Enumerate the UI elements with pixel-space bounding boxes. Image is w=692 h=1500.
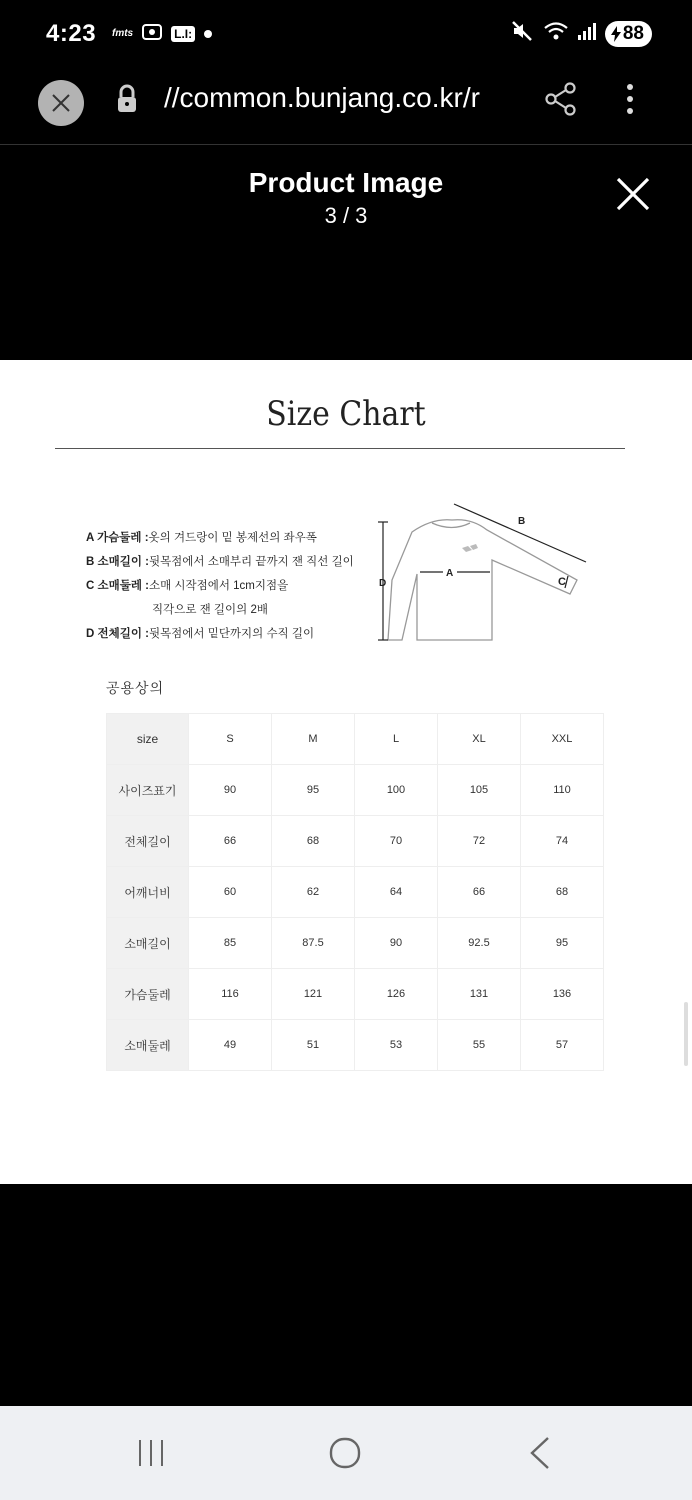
- legend-item: A 가슴둘레 :옷의 겨드랑이 밑 봉제선의 좌우폭: [86, 532, 317, 544]
- table-cell: 85: [189, 918, 272, 969]
- more-vertical-icon: [620, 82, 640, 118]
- table-cell: 소매길이: [107, 918, 189, 969]
- table-cell: 전체길이: [107, 816, 189, 867]
- battery-indicator: [605, 21, 652, 47]
- table-cell: 131: [438, 969, 521, 1020]
- table-cell: 121: [272, 969, 355, 1020]
- table-row: [107, 1020, 604, 1071]
- image-counter: 3 / 3: [324, 203, 368, 228]
- table-cell: 어깨너비: [107, 867, 189, 918]
- table-cell: L: [355, 714, 438, 765]
- table-cell: 68: [272, 816, 355, 867]
- status-bar: [0, 0, 692, 68]
- table-cell: 95: [521, 918, 604, 969]
- table-cell: M: [272, 714, 355, 765]
- table-row: [107, 969, 604, 1020]
- table-cell: XL: [438, 714, 521, 765]
- garment-diagram: [362, 490, 602, 650]
- fmts-icon: fmts: [112, 28, 134, 39]
- table-cell: 100: [355, 765, 438, 816]
- table-cell: 55: [438, 1020, 521, 1071]
- diagram-label-a: A: [446, 568, 454, 579]
- status-time: 4:23: [46, 20, 97, 47]
- wifi-icon: [543, 20, 569, 47]
- dot-icon: [203, 26, 213, 42]
- table-cell: 가슴둘레: [107, 969, 189, 1020]
- table-cell: 92.5: [438, 918, 521, 969]
- table-cell: 90: [189, 765, 272, 816]
- battery-level: 88: [622, 22, 644, 44]
- viewer-title: Product Image: [248, 167, 444, 198]
- url-text[interactable]: //common.bunjang.co.kr/r: [164, 82, 480, 113]
- table-cell: XXL: [521, 714, 604, 765]
- table-cell: 51: [272, 1020, 355, 1071]
- back-chevron-icon: [528, 1436, 554, 1470]
- diagram-label-c: C: [558, 576, 566, 588]
- close-icon: [50, 92, 72, 114]
- table-cell: 64: [355, 867, 438, 918]
- recent-apps-button[interactable]: [136, 1436, 168, 1475]
- recent-apps-icon: [136, 1436, 168, 1470]
- table-header-row: [107, 714, 604, 765]
- more-options-button[interactable]: [620, 82, 640, 123]
- table-cell: 68: [521, 867, 604, 918]
- table-cell: 사이즈표기: [107, 765, 189, 816]
- lock-icon[interactable]: [116, 84, 138, 119]
- table-cell: 70: [355, 816, 438, 867]
- share-icon: [544, 82, 578, 116]
- screenshot-icon: [141, 22, 163, 45]
- close-icon: [614, 175, 652, 213]
- system-nav-bar: [0, 1406, 692, 1500]
- table-cell: 74: [521, 816, 604, 867]
- table-cell: 53: [355, 1020, 438, 1071]
- table-cell: 105: [438, 765, 521, 816]
- table-cell: 66: [189, 816, 272, 867]
- viewer-close-button[interactable]: [614, 175, 652, 218]
- table-cell: 소매둘레: [107, 1020, 189, 1071]
- home-button[interactable]: [328, 1436, 364, 1475]
- product-image[interactable]: [0, 360, 692, 1184]
- size-chart-title: Size Chart: [266, 394, 426, 434]
- table-cell: 90: [355, 918, 438, 969]
- mute-icon: [511, 20, 535, 47]
- table-row: [107, 765, 604, 816]
- legend-item: D 전체길이 :뒷목점에서 밑단까지의 수직 길이: [86, 628, 315, 640]
- table-row: [107, 867, 604, 918]
- table-cell: S: [189, 714, 272, 765]
- table-cell: 49: [189, 1020, 272, 1071]
- diagram-label-d: D: [379, 578, 387, 589]
- measure-line-b: [454, 504, 586, 562]
- table-cell: 126: [355, 969, 438, 1020]
- back-button[interactable]: [528, 1436, 554, 1475]
- notification-icons: [112, 22, 213, 45]
- table-cell: 66: [438, 867, 521, 918]
- scrollbar[interactable]: [684, 1002, 688, 1066]
- legend-item: C 소매둘레 :소매 시작점에서 1cm지점을: [86, 580, 289, 592]
- table-cell: 60: [189, 867, 272, 918]
- legend-item: B 소매길이 :뒷목점에서 소매부리 끝까지 잰 직선 길이: [86, 556, 354, 568]
- section-label: 공용상의: [106, 680, 165, 696]
- table-cell: 136: [521, 969, 604, 1020]
- measurement-legend: [86, 526, 354, 646]
- image-viewer-header: [0, 145, 692, 360]
- share-button[interactable]: [544, 82, 578, 121]
- legend-item: 직각으로 잰 길이의 2배: [152, 604, 268, 616]
- table-cell: 57: [521, 1020, 604, 1071]
- close-tab-button[interactable]: [38, 80, 84, 126]
- table-cell: 116: [189, 969, 272, 1020]
- table-cell: 95: [272, 765, 355, 816]
- table-cell: 72: [438, 816, 521, 867]
- browser-url-bar: [0, 68, 692, 145]
- table-row: [107, 816, 604, 867]
- viewer-footer: [0, 1184, 692, 1406]
- table-cell: 110: [521, 765, 604, 816]
- li-badge-icon: L.I:: [171, 26, 195, 42]
- signal-icon: [577, 21, 597, 46]
- table-cell: 62: [272, 867, 355, 918]
- table-cell: size: [107, 714, 189, 765]
- charging-icon: [611, 26, 621, 42]
- size-table: [106, 713, 604, 1071]
- system-icons: [511, 20, 652, 47]
- title-divider: [55, 448, 625, 449]
- table-cell: 87.5: [272, 918, 355, 969]
- home-icon: [328, 1436, 364, 1470]
- brand-logo-icon: [462, 544, 478, 552]
- table-row: [107, 918, 604, 969]
- diagram-label-b: B: [518, 516, 526, 527]
